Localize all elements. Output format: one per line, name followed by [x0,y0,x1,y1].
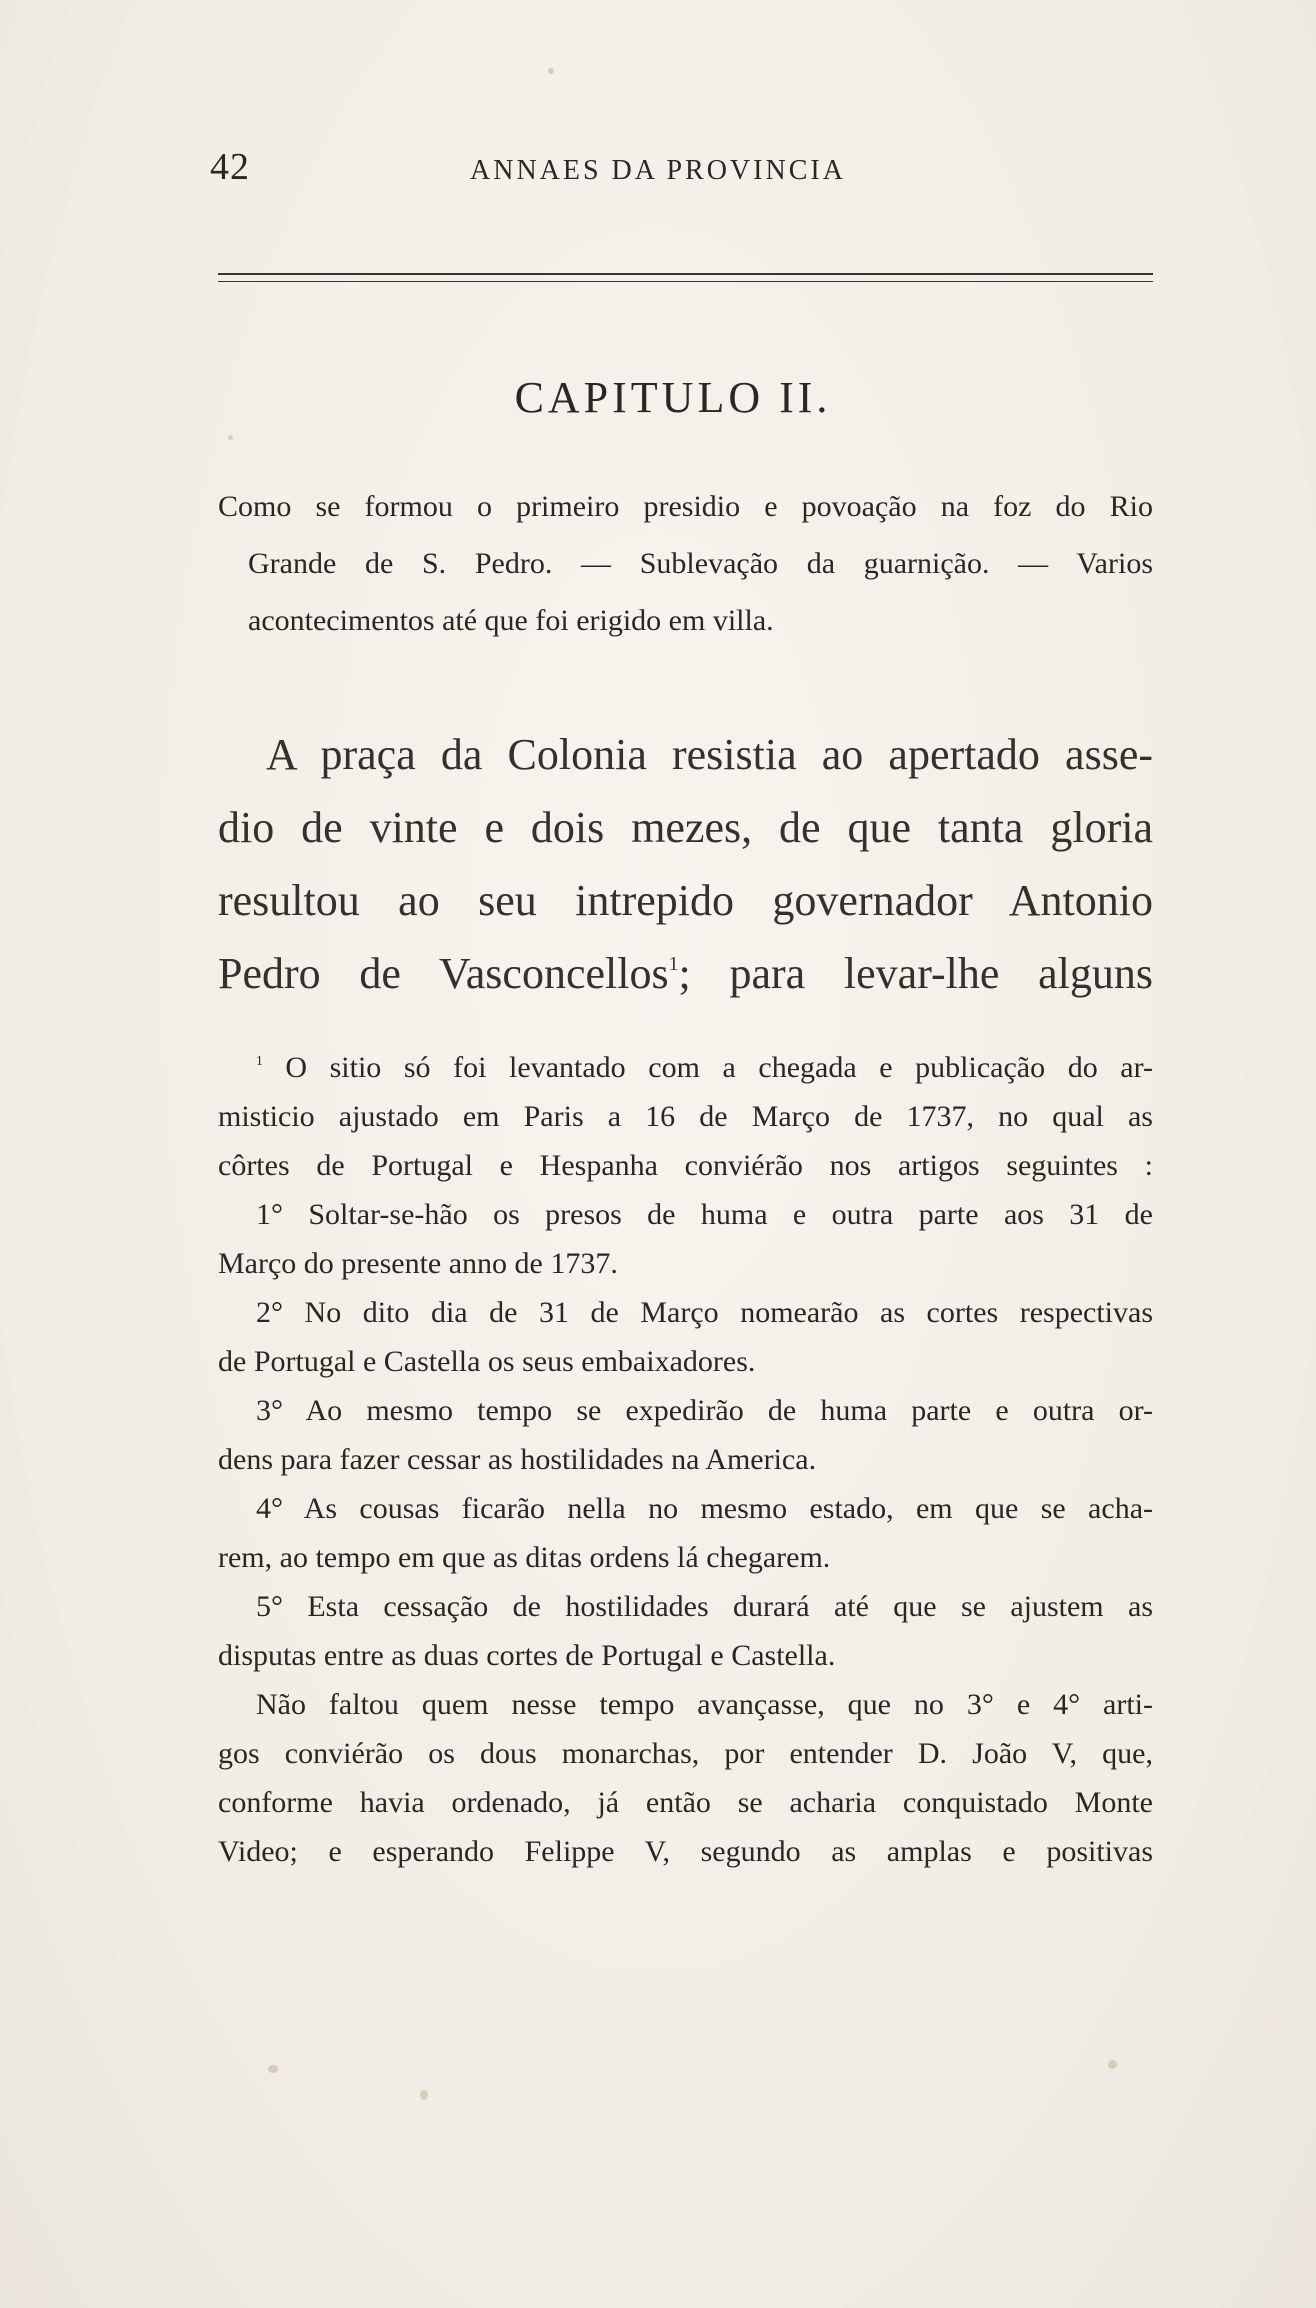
footnote-line: misticio ajustado em Paris a 16 de Março de 1737, no qual as [218,1100,1153,1133]
footnote-line: disputas entre as duas cortes de Portugal e Castella. [218,1639,836,1672]
footnote-line [218,1043,1153,1092]
footnote-line: conforme havia ordenado, já então se acharia conquistado Monte [218,1786,1153,1819]
footnote-marker: 1 [256,1052,263,1068]
summary-line: Como se formou o primeiro presidio e povoação na foz do Rio [218,490,1153,523]
footnote-line: 1° Soltar-se-hão os presos de huma e outra parte aos 31 de [256,1198,1153,1231]
paper-speck [420,2090,428,2100]
paper-speck [548,68,554,74]
footnote-line: 3° Ao mesmo tempo se expedirão de huma parte e outra or- [256,1394,1153,1427]
paper-speck [228,435,233,440]
summary-line: Grande de S. Pedro. — Sublevação da guarnição. — Varios [248,547,1153,580]
footnotes [218,1043,1153,1876]
body-line-part: ; para levar-lhe alguns [678,949,1153,998]
footnote-line: 5° Esta cessação de hostilidades durará até que se ajustem as [256,1590,1153,1623]
header-rule-thin [218,281,1153,282]
chapter-title: CAPITULO II. [514,373,832,422]
chapter-summary [218,478,1153,649]
body-text [218,718,1153,1010]
body-line: A praça da Colonia resistia ao apertado asse- [266,730,1153,779]
footnote-text: O sitio só foi levantado com a chegada e publicação do ar- [285,1051,1153,1084]
body-line: dio de vinte e dois mezes, de que tanta gloria [218,803,1153,852]
header-rule-thick [218,273,1153,275]
footnote-reference: 1 [668,953,679,976]
page-number: 42 [210,146,250,188]
footnote-line: Video; e esperando Felippe V, segundo as amplas e positivas [218,1835,1153,1868]
footnote-line: de Portugal e Castella os seus embaixadores. [218,1345,756,1378]
footnote-line: 2° No dito dia de 31 de Março nomearão as cortes respectivas [256,1296,1153,1329]
footnote-line: 4° As cousas ficarão nella no mesmo estado, em que se acha- [256,1492,1153,1525]
footnote-line: Março do presente anno de 1737. [218,1247,618,1280]
body-line: resultou ao seu intrepido governador Antonio [218,876,1153,925]
footnote-line: Não faltou quem nesse tempo avançasse, que no 3° e 4° arti- [256,1688,1153,1721]
footnote-line: rem, ao tempo em que as ditas ordens lá chegarem. [218,1541,831,1574]
summary-line: acontecimentos até que foi erigido em villa. [248,604,774,637]
running-title: ANNAES DA PROVINCIA [470,155,846,186]
paper-speck [1108,2060,1117,2069]
footnote-line: dens para fazer cessar as hostilidades na America. [218,1443,817,1476]
body-line-part: Pedro de Vasconcellos [218,949,669,998]
footnote-line: gos conviérão os dous monarchas, por entender D. João V, que, [218,1737,1153,1770]
paper-speck [268,2065,278,2073]
footnote-line: côrtes de Portugal e Hespanha conviérão nos artigos seguintes : [218,1149,1153,1182]
page-header [210,145,1150,195]
body-line [218,937,1153,1010]
